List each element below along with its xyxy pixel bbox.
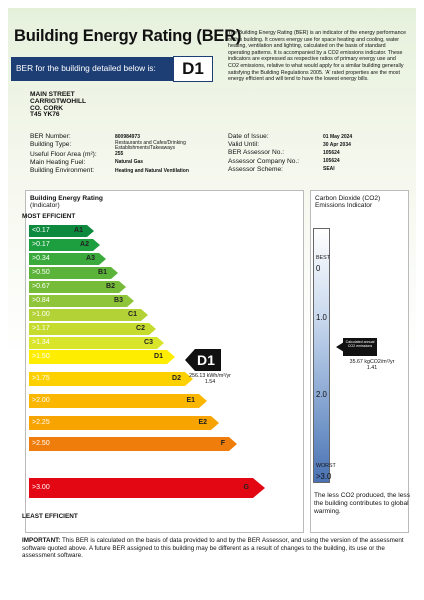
co2-worst-label: WORST [316,463,336,469]
intro-text: The Building Energy Rating (BER) is an indicator of the energy performance of this building. It covers energy use for space heating and cooling, water heating, ventilation and lighting, calculated on the basis of standard operating patterns. It is accompanied by a CO2 emissions indicator. These indicators are expressed as respective ratios of primary energy use and CO2 emissions, relative to what would apply for a similar building generally satisfying the Building Regulations 2005. 'A' rated properties are the most energy efficient and will tend to have the lowest energy bills. [228,30,407,83]
co2-note: The less CO2 produced, the less the building contributes to global warming. [314,492,411,516]
address-line: MAIN STREET [30,91,75,98]
indicator-value-1: 256.13 kWh/m²/yr [189,373,231,379]
band-letter: D1 [154,353,163,360]
rating-box: D1 [173,56,213,82]
band-letter: D2 [172,375,181,382]
ber-banner [11,57,211,81]
detail-row: Valid Until: 30 Apr 2034 [228,141,351,149]
address-line: CARRIGTWOHILL [30,97,87,105]
band-arrow-tip [141,309,148,321]
band-range: >2.25 [32,419,50,426]
indicator-values [180,373,240,385]
co2-scale-value: 0 [316,264,321,273]
indicator-value-2: 1.54 [204,379,216,386]
footer-text: This BER is calculated on the basis of data provided to and by the BER Assessor, and using the version of the assessment software quoted above. A future BER assigned to this building may be different as a result of changes to the building, its use or the assessment software. [22,537,404,560]
band-arrow-tip [119,281,126,293]
co2-indicator-tag: Calculated annual CO2 emissions [343,338,377,356]
band-range: >1.75 [32,375,50,382]
detail-row: Main Heating Fuel: Natural Gas [30,158,144,166]
detail-row: Assessor Company No.: 105624 [228,157,340,165]
band-arrow-tip [93,239,100,251]
band-letter: G [243,484,249,491]
rating-band [29,267,111,279]
most-efficient-label: MOST EFFICIENT [22,213,76,220]
band-range: >0.34 [32,255,50,262]
rating-band [29,225,87,237]
address [30,92,86,119]
band-range: >1.50 [32,353,50,360]
detail-row: Date of Issue: 01 May 2024 [228,133,353,140]
band-arrow-tip [149,323,156,335]
rating-band [29,281,119,293]
detail-row: BER Assessor No.: 105624 [228,149,340,157]
detail-row: Useful Floor Area (m²): 255 [30,150,124,158]
band-letter: C2 [136,325,145,332]
co2-value-1: 35.67 kgCO2/m²/yr [349,359,395,365]
co2-scale-value: 2.0 [316,390,327,399]
page-title: Building Energy Rating (BER) [14,27,242,45]
rating-panel-title: Building Energy Rating (Indicator) [30,195,103,209]
band-range: >2.00 [32,397,50,404]
co2-best-label: BEST [316,255,330,261]
details-right [228,133,408,174]
band-range: >1.17 [32,325,50,332]
band-range: <0.17 [32,227,50,234]
rating-band [29,394,199,408]
co2-pointer-icon [336,342,344,352]
rating-indicator [185,349,221,376]
least-efficient-label: LEAST EFFICIENT [22,513,78,520]
band-arrow-tip [87,225,94,237]
band-letter: A1 [74,227,83,234]
band-letter: B3 [114,297,123,304]
rating-band [29,253,99,265]
address-line: CO. CORK [30,104,63,112]
band-arrow-tip [211,416,219,430]
indicator-arrow-icon [185,349,221,371]
rating-band [29,323,149,335]
rating-band [29,437,229,451]
rating-band [29,309,141,321]
band-letter: E1 [186,397,195,404]
band-letter: B2 [106,283,115,290]
co2-scale-value: 1.0 [316,313,327,322]
band-range: >0.67 [32,283,50,290]
rating-band [29,337,157,349]
band-letter: C3 [144,339,153,346]
band-range: >3.00 [32,484,50,491]
band-arrow-tip [167,350,175,364]
band-letter: C1 [128,311,137,318]
details-left [30,133,220,175]
band-letter: A2 [80,241,89,248]
detail-row: Building Environment: Heating and Natural Ventilation [30,167,189,175]
detail-row: BER Number: 800984973 [30,133,141,140]
band-range: >0.17 [32,241,50,248]
band-range: >2.50 [32,440,50,447]
band-range: >1.34 [32,339,50,346]
indicator-label: D1 [197,352,215,368]
band-letter: A3 [86,255,95,262]
footer-important: IMPORTANT: [22,537,61,544]
band-arrow-tip [199,394,207,408]
band-arrow-tip [157,337,164,349]
band-arrow-tip [253,478,265,498]
detail-row: Assessor Scheme: SEAI [228,165,335,173]
rating-band [29,372,185,386]
detail-row: Building Type: Restaurants and Cafes/Drinking Establishments/Takeaways [30,140,186,152]
band-range: >1.00 [32,311,50,318]
co2-value-2: 1.41 [366,365,378,372]
rating-band [29,239,93,251]
band-arrow-tip [99,253,106,265]
rating-band [29,478,253,498]
co2-scale-value: >3.0 [316,472,332,481]
banner-label: BER for the building detailed below is: [16,63,156,73]
band-arrow-tip [229,437,237,451]
co2-panel-title: Carbon Dioxide (CO2) Emissions Indicator [315,195,381,209]
address-line: T45 YK76 [30,111,60,119]
footer-disclaimer [22,537,406,560]
rating-band [29,350,167,364]
rating-band [29,416,211,430]
band-range: >0.50 [32,269,50,276]
band-letter: F [220,440,225,447]
band-range: >0.84 [32,297,50,304]
rating-band [29,295,127,307]
band-letter: B1 [98,269,107,276]
band-letter: E2 [198,419,207,426]
co2-values [336,359,408,371]
band-arrow-tip [127,295,134,307]
band-arrow-tip [111,267,118,279]
